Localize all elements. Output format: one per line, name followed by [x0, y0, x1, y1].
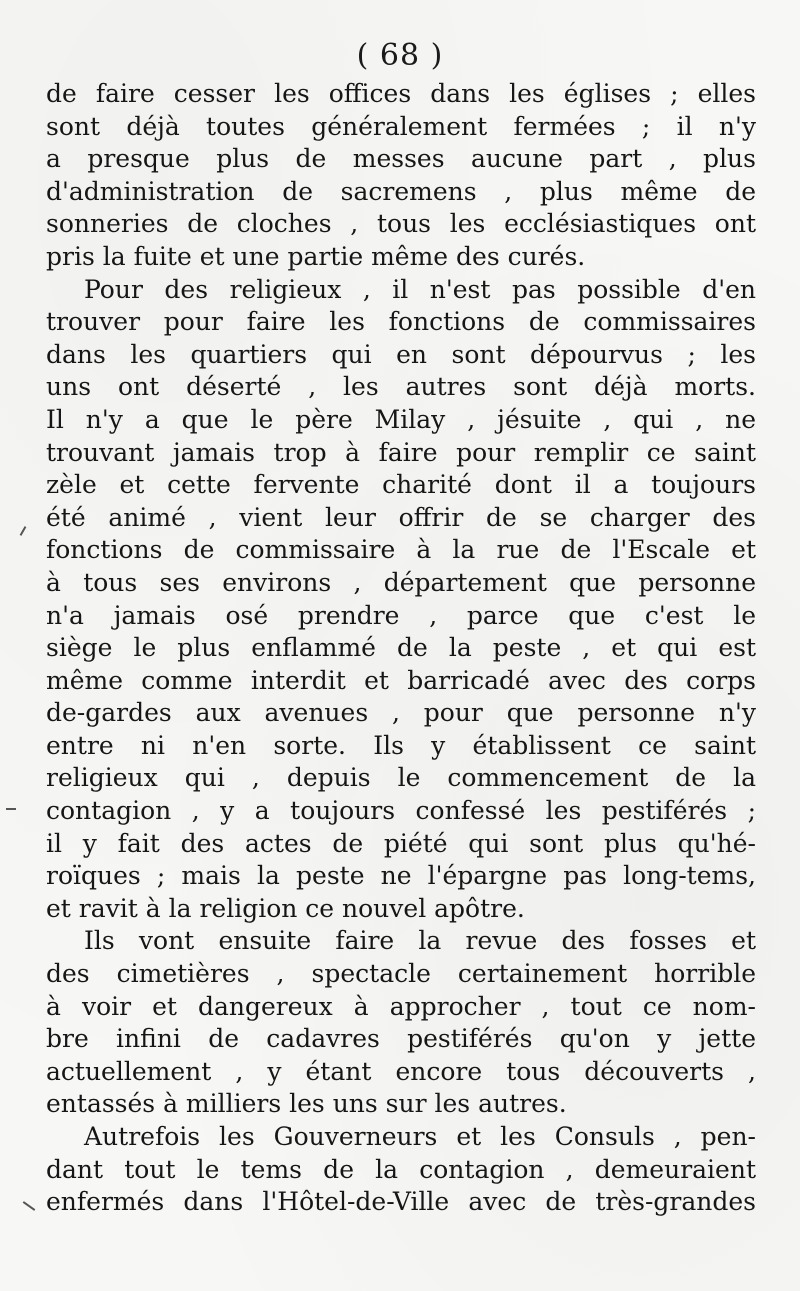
text-line: siège le plus enflammé de la peste , et qui est: [46, 633, 756, 663]
margin-mark: [23, 1201, 36, 1211]
paragraph-4: [46, 1121, 756, 1219]
text-line: d'administration de sacremens , plus même de: [46, 176, 756, 206]
text-line: uns ont déserté , les autres sont déjà morts.: [46, 372, 756, 402]
paragraph-1: [46, 78, 756, 274]
text-line: Autrefois les Gouverneurs et les Consuls , pen-: [84, 1122, 756, 1151]
text-line: à tous ses environs , département que personne: [46, 567, 756, 597]
body-text: [46, 78, 756, 1219]
text-line: des cimetières , spectacle certainement horrible: [46, 959, 756, 989]
text-line: a presque plus de messes aucune part , plus: [46, 144, 756, 174]
text-line: à voir et dangereux à approcher , tout ce nom-: [46, 991, 756, 1021]
text-line: Ils vont ensuite faire la revue des fosses et: [84, 926, 756, 956]
text-line: fonctions de commissaire à la rue de l'Escale et: [46, 535, 756, 565]
margin-mark: [6, 808, 16, 810]
text-line: enfermés dans l'Hôtel-de-Ville avec de très-grandes: [46, 1187, 756, 1217]
text-line: trouvant jamais trop à faire pour remplir ce saint: [46, 437, 756, 467]
text-line: entassés à milliers les uns sur les autres.: [46, 1089, 567, 1119]
text-line: religieux qui , depuis le commencement de la: [46, 763, 756, 793]
text-line: bre infini de cadavres pestiférés qu'on y jette: [46, 1024, 756, 1054]
text-line: Pour des religieux , il n'est pas possible d'en: [84, 274, 756, 304]
text-line: n'a jamais osé prendre , parce que c'est le: [46, 600, 756, 630]
text-line: de-gardes aux avenues , pour que personne n'y: [46, 698, 756, 728]
text-line: pris la fuite et une partie même des curés.: [46, 241, 586, 271]
margin-mark: [20, 526, 27, 536]
text-line: trouver pour faire les fonctions de commissaires: [46, 307, 756, 337]
text-line: Il n'y a que le père Milay , jésuite , qui , ne: [46, 404, 756, 434]
text-line: dans les quartiers qui en sont dépourvus ; les: [46, 339, 756, 369]
paragraph-2: [46, 274, 756, 926]
text-line: sonneries de cloches , tous les ecclésiastiques ont: [46, 209, 756, 239]
text-line: contagion , y a toujours confessé les pestiférés ;: [46, 796, 756, 826]
text-line: dant tout le tems de la contagion , demeuraient: [46, 1154, 756, 1184]
page-number: ( 68 ): [356, 38, 444, 73]
text-line: de faire cesser les offices dans les églises ; elles: [46, 79, 756, 108]
text-line: sont déjà toutes généralement fermées ; il n'y: [46, 111, 756, 141]
text-line: il y fait des actes de piété qui sont plus qu'hé-: [46, 828, 756, 858]
text-line: même comme interdit et barricadé avec des corps: [46, 665, 756, 695]
text-line: actuellement , y étant encore tous découverts ,: [46, 1056, 756, 1086]
text-line: entre ni n'en sorte. Ils y établissent ce saint: [46, 730, 756, 760]
text-line: été animé , vient leur offrir de se charger des: [46, 502, 756, 532]
text-line: zèle et cette fervente charité dont il a toujours: [46, 470, 756, 500]
text-line: roïques ; mais la peste ne l'épargne pas long-tems,: [46, 861, 756, 891]
paragraph-3: [46, 925, 756, 1121]
text-line: et ravit à la religion ce nouvel apôtre.: [46, 893, 525, 923]
